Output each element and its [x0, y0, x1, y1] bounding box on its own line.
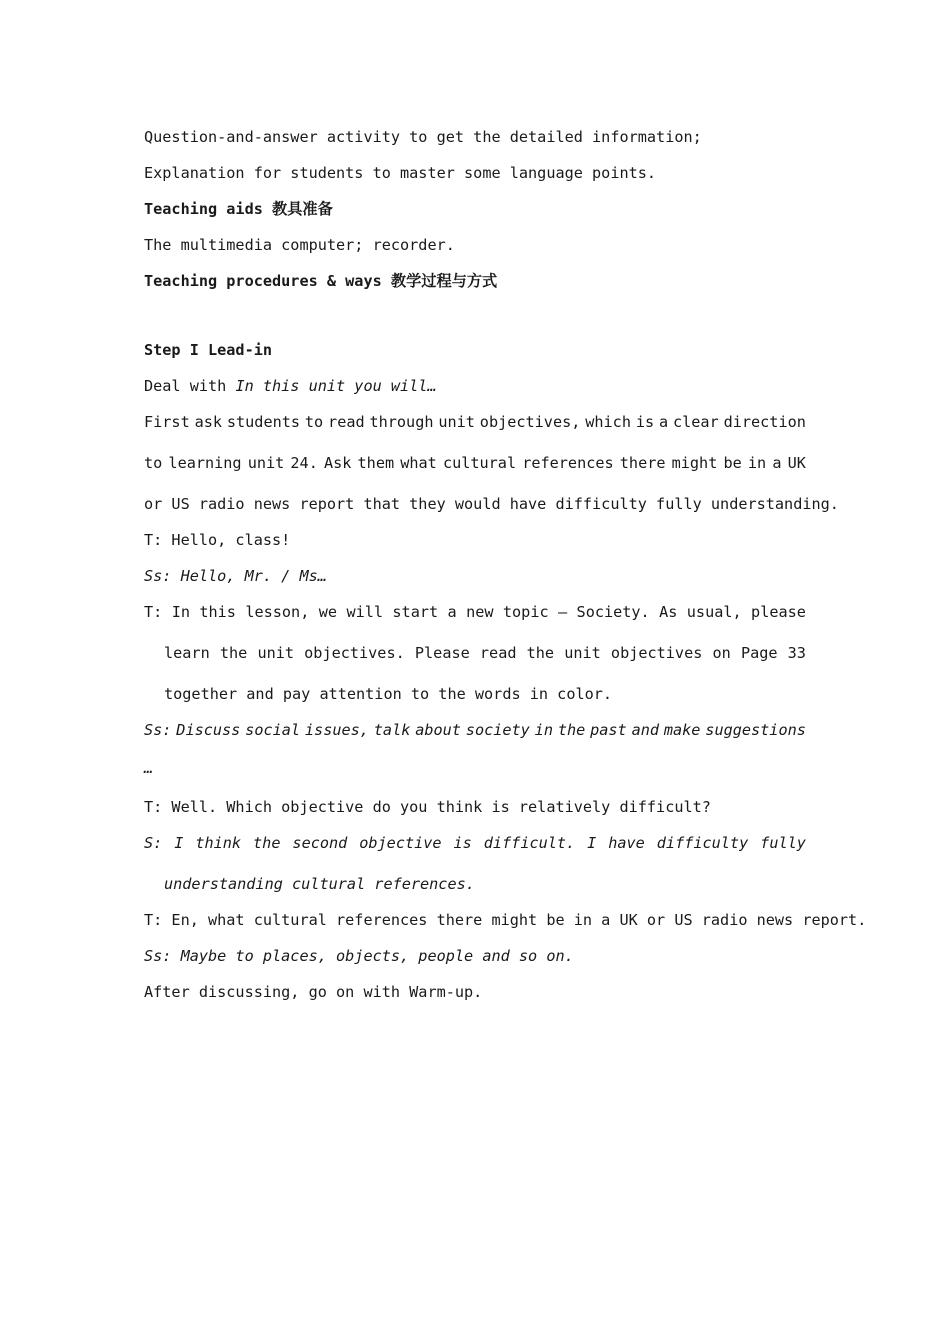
word: students: [226, 413, 301, 431]
word: I: [587, 834, 597, 852]
word: In: [171, 603, 190, 621]
intro-line-3: or US radio news report that they would have difficulty fully understanding.: [144, 495, 839, 513]
word: we: [318, 603, 338, 621]
teacher-line-2c: together and pay attention to the words in color.: [164, 685, 613, 703]
students-line-4: Ss: Maybe to places, objects, people and so on.: [144, 947, 574, 965]
word: on: [712, 644, 731, 662]
word: in: [747, 454, 767, 472]
word: will: [346, 603, 384, 621]
intro-line-2: [144, 453, 806, 473]
word: As: [659, 603, 678, 621]
students-line-2a: [144, 720, 806, 740]
word: objectives,: [479, 413, 581, 431]
step-heading: Step I Lead-in: [144, 341, 273, 359]
word: society: [465, 721, 530, 739]
word: them: [357, 454, 395, 472]
word: a: [658, 413, 669, 431]
word: is: [635, 413, 655, 431]
word: is: [453, 834, 472, 852]
teacher-line-3: T: Well. Which objective do you think is relatively difficult?: [144, 798, 711, 816]
word: First: [144, 413, 190, 431]
word: ask: [194, 413, 223, 431]
word: issues,: [304, 721, 369, 739]
word: unit: [564, 644, 601, 662]
teaching-aids-heading: Teaching aids 教具准备: [144, 200, 333, 218]
word: second: [292, 834, 348, 852]
word: topic: [502, 603, 549, 621]
word: objective: [359, 834, 442, 852]
teacher-line-1: T: Hello, class!: [144, 531, 291, 549]
word: learning: [168, 454, 242, 472]
word: fully: [760, 834, 806, 852]
teacher-line-2b: [164, 643, 806, 663]
word: S:: [144, 834, 163, 852]
teacher-line-4: T: En, what cultural references there might be in a UK or US radio news report.: [144, 911, 867, 929]
method-line-1: Question-and-answer activity to get the detailed information;: [144, 128, 702, 146]
student-line-3a: [144, 833, 806, 853]
word: read: [328, 413, 365, 431]
word: about: [415, 721, 461, 739]
student-line-3b: understanding cultural references.: [164, 875, 475, 893]
word: in: [534, 721, 553, 739]
word: difficult.: [483, 834, 576, 852]
word: there: [619, 454, 666, 472]
word: this: [199, 603, 236, 621]
word: learn: [164, 644, 210, 662]
intro-line-1: [144, 412, 806, 432]
deal-with-line: [144, 376, 437, 396]
word: the: [253, 834, 281, 852]
word: the: [557, 721, 586, 739]
students-line-1: Ss: Hello, Mr. / Ms…: [144, 567, 327, 585]
word: UK: [787, 454, 806, 472]
procedures-heading: Teaching procedures & ways 教学过程与方式: [144, 272, 498, 290]
teacher-line-2a: [144, 602, 806, 622]
students-line-2b: …: [144, 759, 154, 777]
word: references: [522, 454, 614, 472]
word: objectives: [610, 644, 703, 662]
word: talk: [373, 721, 411, 739]
word: I: [174, 834, 184, 852]
word: through: [369, 413, 434, 431]
word: what: [400, 454, 437, 472]
word: 33: [787, 644, 806, 662]
word: read: [479, 644, 517, 662]
word: Page: [740, 644, 778, 662]
word: Society.: [576, 603, 650, 621]
word: —: [558, 603, 568, 621]
word: new: [466, 603, 494, 621]
teaching-aids-text: The multimedia computer; recorder.: [144, 236, 455, 254]
word: T:: [144, 603, 163, 621]
word: lesson,: [245, 603, 310, 621]
deal-with-italic: In this unit you will…: [235, 377, 437, 395]
method-line-2: Explanation for students to master some language points.: [144, 164, 657, 182]
word: direction: [723, 413, 806, 431]
word: objectives.: [304, 644, 405, 662]
word: Discuss: [176, 721, 241, 739]
word: start: [392, 603, 439, 621]
word: social: [245, 721, 301, 739]
word: make: [663, 721, 701, 739]
word: might: [671, 454, 718, 472]
word: have: [608, 834, 645, 852]
word: unit: [247, 454, 285, 472]
word: past: [590, 721, 627, 739]
closing-line: After discussing, go on with Warm-up.: [144, 983, 483, 1001]
word: a: [772, 454, 782, 472]
word: please: [751, 603, 806, 621]
deal-with-prefix: Deal with: [144, 377, 236, 395]
word: clear: [673, 413, 719, 431]
word: unit: [438, 413, 475, 431]
word: 24.: [290, 454, 318, 472]
word: the: [526, 644, 555, 662]
word: Ss:: [144, 721, 172, 739]
word: usual,: [686, 603, 742, 621]
word: a: [447, 603, 457, 621]
word: Ask: [323, 454, 352, 472]
word: suggestions: [705, 721, 806, 739]
word: unit: [257, 644, 295, 662]
word: difficulty: [656, 834, 749, 852]
word: think: [195, 834, 242, 852]
word: and: [631, 721, 659, 739]
word: to: [144, 454, 163, 472]
word: Please: [414, 644, 470, 662]
word: be: [723, 454, 742, 472]
word: which: [585, 413, 631, 431]
word: cultural: [442, 454, 517, 472]
word: to: [304, 413, 324, 431]
word: the: [219, 644, 248, 662]
